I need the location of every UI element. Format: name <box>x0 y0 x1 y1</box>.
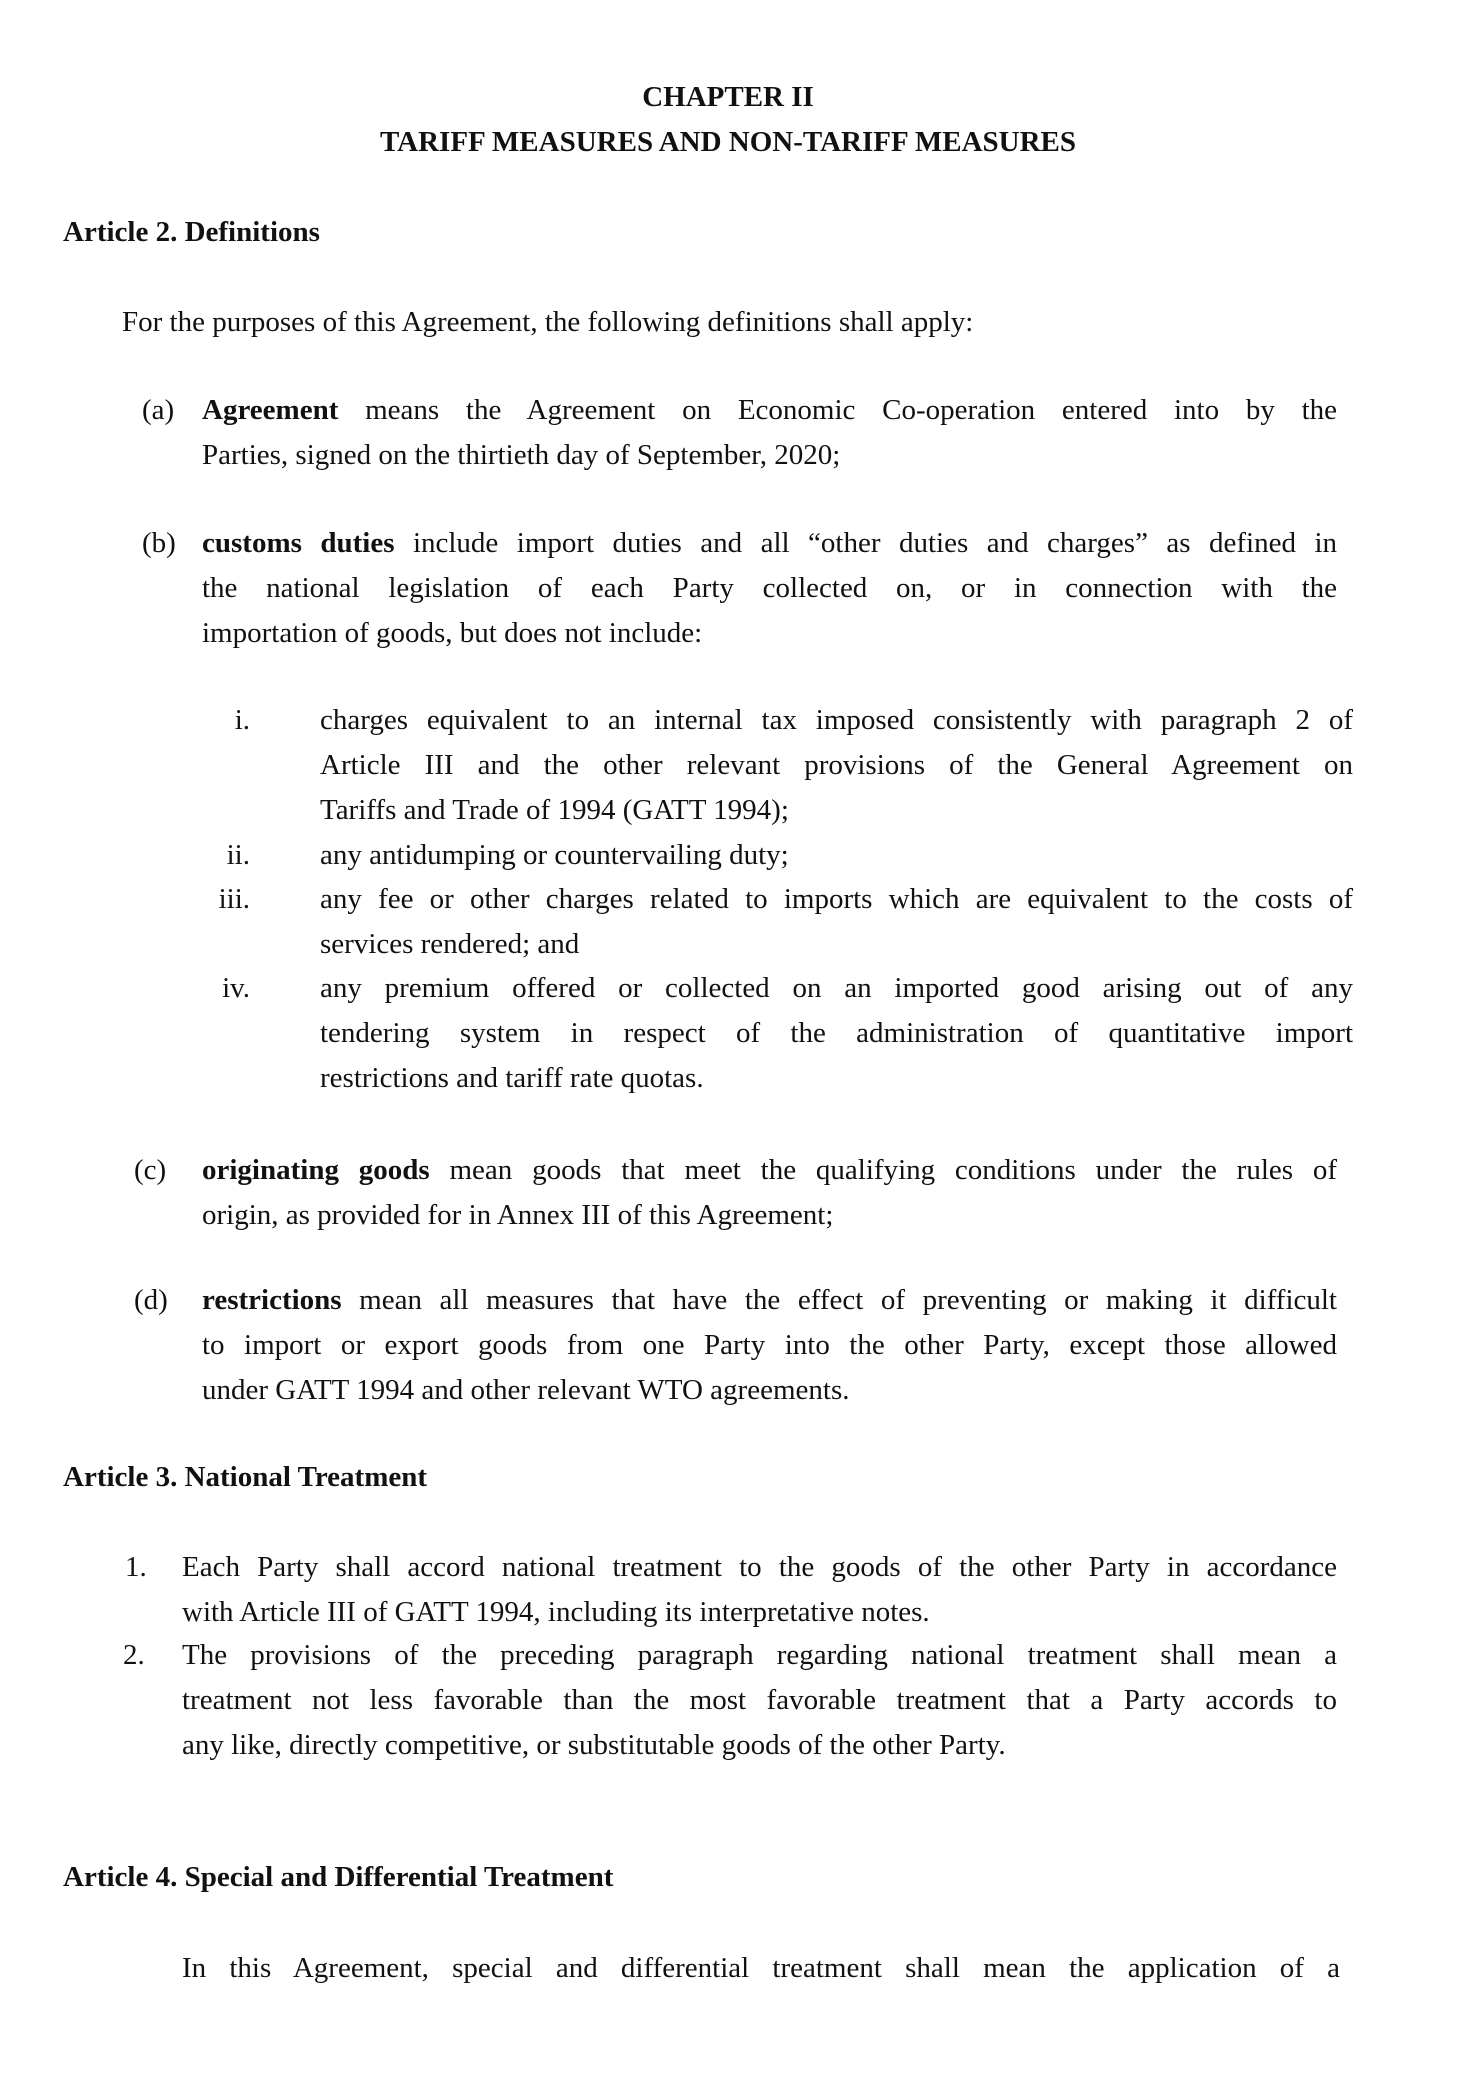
text-line: Each Party shall accord national treatment to the goods of the other Party in accordance <box>182 1551 1337 1583</box>
text-line: origin, as provided for in Annex III of this Agreement; <box>202 1199 834 1231</box>
text-line: to import or export goods from one Party into the other Party, except those allowed <box>202 1329 1337 1361</box>
text-line: charges equivalent to an internal tax imposed consistently with paragraph 2 of <box>320 704 1353 736</box>
text-line: In this Agreement, special and differential treatment shall mean the application of a <box>182 1952 1340 1984</box>
text-line: treatment not less favorable than the most favorable treatment that a Party accords to <box>182 1684 1337 1716</box>
text-line: tendering system in respect of the administration of quantitative import <box>320 1017 1353 1049</box>
paragraph-text <box>182 1633 1337 1768</box>
text-line: The provisions of the preceding paragraph regarding national treatment shall mean a <box>182 1639 1337 1671</box>
definition-label: (b) <box>142 527 176 559</box>
text-line: any fee or other charges related to imports which are equivalent to the costs of <box>320 883 1353 915</box>
defined-term: Agreement <box>202 394 339 426</box>
text-line: Parties, signed on the thirtieth day of September, 2020; <box>202 439 841 471</box>
definition-label: (d) <box>134 1284 168 1316</box>
definition-text <box>202 1148 1337 1238</box>
paragraph-text <box>182 1545 1337 1635</box>
text-line: with Article III of GATT 1994, including its interpretative notes. <box>182 1596 930 1628</box>
exclusion-text <box>320 877 1353 967</box>
defined-term: originating goods <box>202 1154 430 1186</box>
text-line: importation of goods, but does not include: <box>202 617 703 649</box>
exclusion-label: ii. <box>226 839 250 871</box>
text-line: under GATT 1994 and other relevant WTO agreements. <box>202 1374 850 1406</box>
definition-text <box>202 388 1337 478</box>
definition-text <box>202 1278 1337 1413</box>
exclusion-label: iii. <box>218 883 250 915</box>
article-4-intro <box>182 1946 1340 1991</box>
chapter-title: TARIFF MEASURES AND NON-TARIFF MEASURES <box>379 126 1077 158</box>
article-3-heading: Article 3. National Treatment <box>63 1461 428 1493</box>
text-line: any premium offered or collected on an imported good arising out of any <box>320 972 1353 1004</box>
defined-term: customs duties <box>202 527 395 559</box>
exclusion-text <box>320 698 1353 833</box>
article-2-heading: Article 2. Definitions <box>63 216 320 248</box>
text-line: Article III and the other relevant provisions of the General Agreement on <box>320 749 1353 781</box>
text-line: Tariffs and Trade of 1994 (GATT 1994); <box>320 794 789 826</box>
text-line: mean all measures that have the effect of preventing or making it difficult <box>341 1284 1337 1316</box>
text-line: services rendered; and <box>320 928 580 960</box>
definition-label: (c) <box>134 1154 167 1186</box>
article-2-intro: For the purposes of this Agreement, the following definitions shall apply: <box>122 306 974 338</box>
text-line: mean goods that meet the qualifying conditions under the rules of <box>429 1154 1337 1186</box>
exclusion-text <box>320 966 1353 1101</box>
chapter-number: CHAPTER II <box>642 81 814 113</box>
text-line: the national legislation of each Party collected on, or in connection with the <box>202 572 1337 604</box>
text-line: means the Agreement on Economic Co-operation entered into by the <box>338 394 1337 426</box>
text-line: any like, directly competitive, or substitutable goods of the other Party. <box>182 1729 1006 1761</box>
exclusion-label: iv. <box>222 972 250 1004</box>
text-line: any antidumping or countervailing duty; <box>320 839 789 871</box>
paragraph-number: 2. <box>123 1639 145 1671</box>
paragraph-number: 1. <box>125 1551 147 1583</box>
definition-text <box>202 521 1337 656</box>
exclusion-text <box>320 833 1353 878</box>
definition-label: (a) <box>142 394 175 426</box>
article-4-heading: Article 4. Special and Differential Treatment <box>63 1861 614 1893</box>
text-line: include import duties and all “other duties and charges” as defined in <box>394 527 1338 559</box>
defined-term: restrictions <box>202 1284 342 1316</box>
exclusion-label: i. <box>234 704 250 736</box>
text-line: restrictions and tariff rate quotas. <box>320 1062 704 1094</box>
